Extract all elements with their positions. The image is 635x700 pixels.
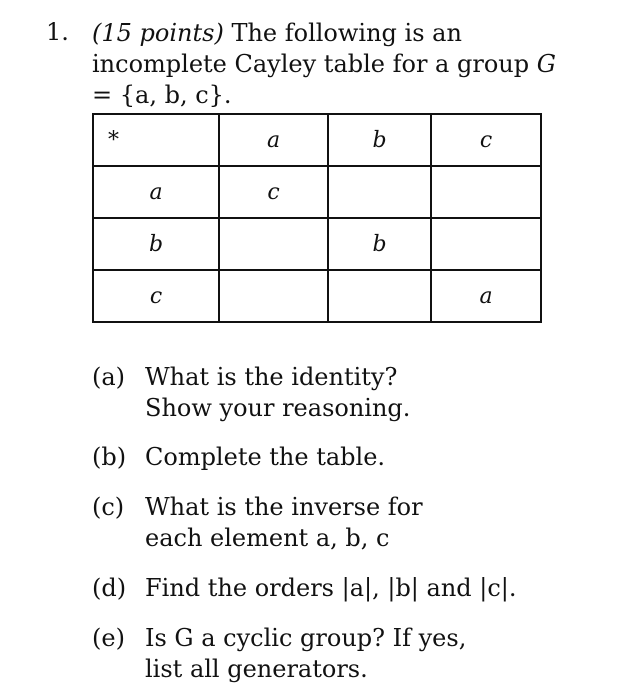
part-a-label: (a)	[92, 363, 126, 391]
part-b-label: (b)	[92, 443, 127, 471]
table-row-a	[93, 166, 541, 218]
cell-c-b	[328, 270, 431, 322]
problem-number: 1.	[46, 18, 69, 46]
cell-a-a: c	[219, 166, 328, 218]
cell-a-c	[431, 166, 541, 218]
row-label-c: c	[93, 270, 219, 322]
row-label-a: a	[93, 166, 219, 218]
problem-statement	[92, 18, 562, 111]
table-row-c	[93, 270, 541, 322]
part-e-text: Is G a cyclic group? If yes, list all generators.	[145, 624, 467, 683]
points-label: (15 points)	[92, 19, 224, 47]
cell-b-b: b	[328, 218, 431, 270]
part-d-text: Find the orders |a|, |b| and |c|.	[145, 574, 517, 602]
part-d-label: (d)	[92, 574, 127, 602]
cayley-table	[92, 113, 542, 323]
header-cell-c: c	[431, 114, 541, 166]
part-c-text: What is the inverse for each element a, b, c	[145, 493, 423, 552]
part-b-text: Complete the table.	[145, 443, 386, 471]
group-symbol: G	[536, 50, 556, 78]
cell-b-c	[431, 218, 541, 270]
part-a-text: What is the identity? Show your reasoning.	[145, 363, 411, 422]
part-c-label: (c)	[92, 493, 125, 521]
cell-c-a	[219, 270, 328, 322]
operator-cell: *	[93, 114, 219, 166]
cell-c-c: a	[431, 270, 541, 322]
table-row-b	[93, 218, 541, 270]
intro-text: The following is an incomplete Cayley table for a group	[92, 19, 537, 78]
part-e-label: (e)	[92, 624, 125, 652]
cell-a-b	[328, 166, 431, 218]
header-row	[93, 114, 541, 166]
cell-b-a	[219, 218, 328, 270]
row-label-b: b	[93, 218, 219, 270]
header-cell-a: a	[219, 114, 328, 166]
group-set: = {a, b, c}.	[92, 81, 232, 109]
header-cell-b: b	[328, 114, 431, 166]
